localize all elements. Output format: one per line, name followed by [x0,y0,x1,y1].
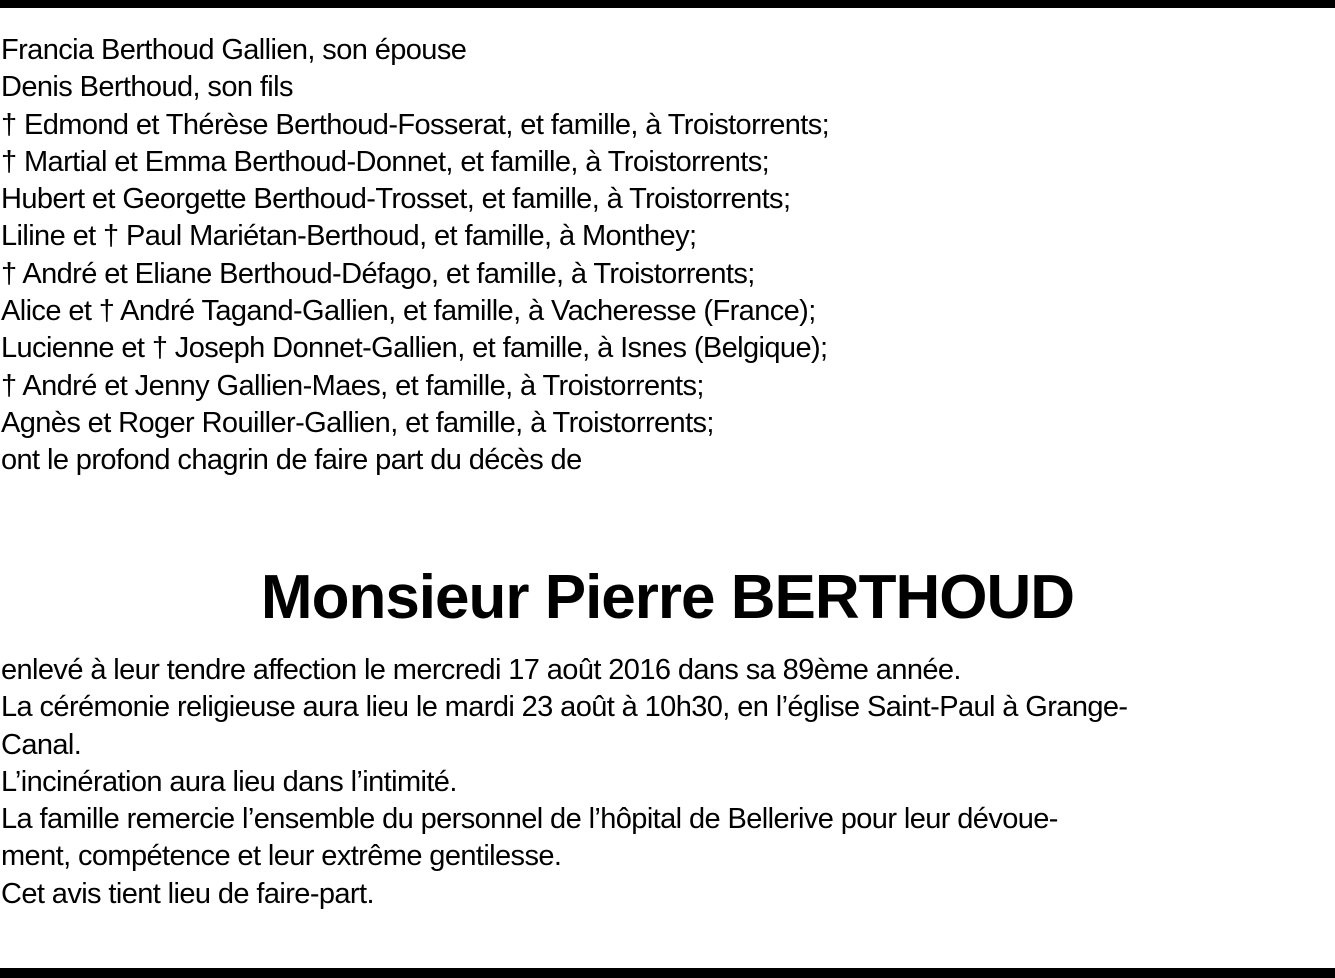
family-line: Lucienne et † Joseph Donnet-Gallien, et famille, à Isnes (Belgique); [1,332,828,365]
family-line: Liline et † Paul Mariétan-Berthoud, et famille, à Monthey; [1,220,697,253]
detail-line: Canal. [1,728,82,761]
detail-line: L’incinération aura lieu dans l’intimité. [1,765,457,798]
family-line: † Edmond et Thérèse Berthoud-Fosserat, et famille, à Troistorrents; [1,108,830,141]
details-list [1,652,1127,913]
top-border-rule [0,0,1335,8]
family-line: Alice et † André Tagand-Gallien, et famille, à Vacheresse (France); [1,295,816,328]
announcement-line: ont le profond chagrin de faire part du décès de [1,444,582,477]
bottom-border-rule [0,968,1335,978]
family-line: † Martial et Emma Berthoud-Donnet, et famille, à Troistorrents; [1,145,770,178]
family-line: Agnès et Roger Rouiller-Gallien, et famille, à Troistorrents; [1,406,714,439]
family-line: Hubert et Georgette Berthoud-Trosset, et famille, à Troistorrents; [1,183,791,216]
family-line: † André et Eliane Berthoud-Défago, et famille, à Troistorrents; [1,257,755,290]
deceased-name-heading: Monsieur Pierre BERTHOUD [260,563,1075,632]
family-list [1,32,829,480]
detail-line: Cet avis tient lieu de faire-part. [1,877,374,910]
detail-line: ment, compétence et leur extrême gentilesse. [1,840,562,873]
detail-line: La cérémonie religieuse aura lieu le mardi 23 août à 10h30, en l’église Saint-Paul à Grange- [1,691,1128,724]
detail-line: La famille remercie l’ensemble du personnel de l’hôpital de Bellerive pour leur dévoue- [1,803,1058,836]
family-line: Francia Berthoud Gallien, son épouse [1,34,467,66]
family-line: † André et Jenny Gallien-Maes, et famille, à Troistorrents; [1,369,704,402]
detail-line: enlevé à leur tendre affection le mercredi 17 août 2016 dans sa 89ème année. [1,654,961,686]
family-line: Denis Berthoud, son fils [1,71,293,104]
